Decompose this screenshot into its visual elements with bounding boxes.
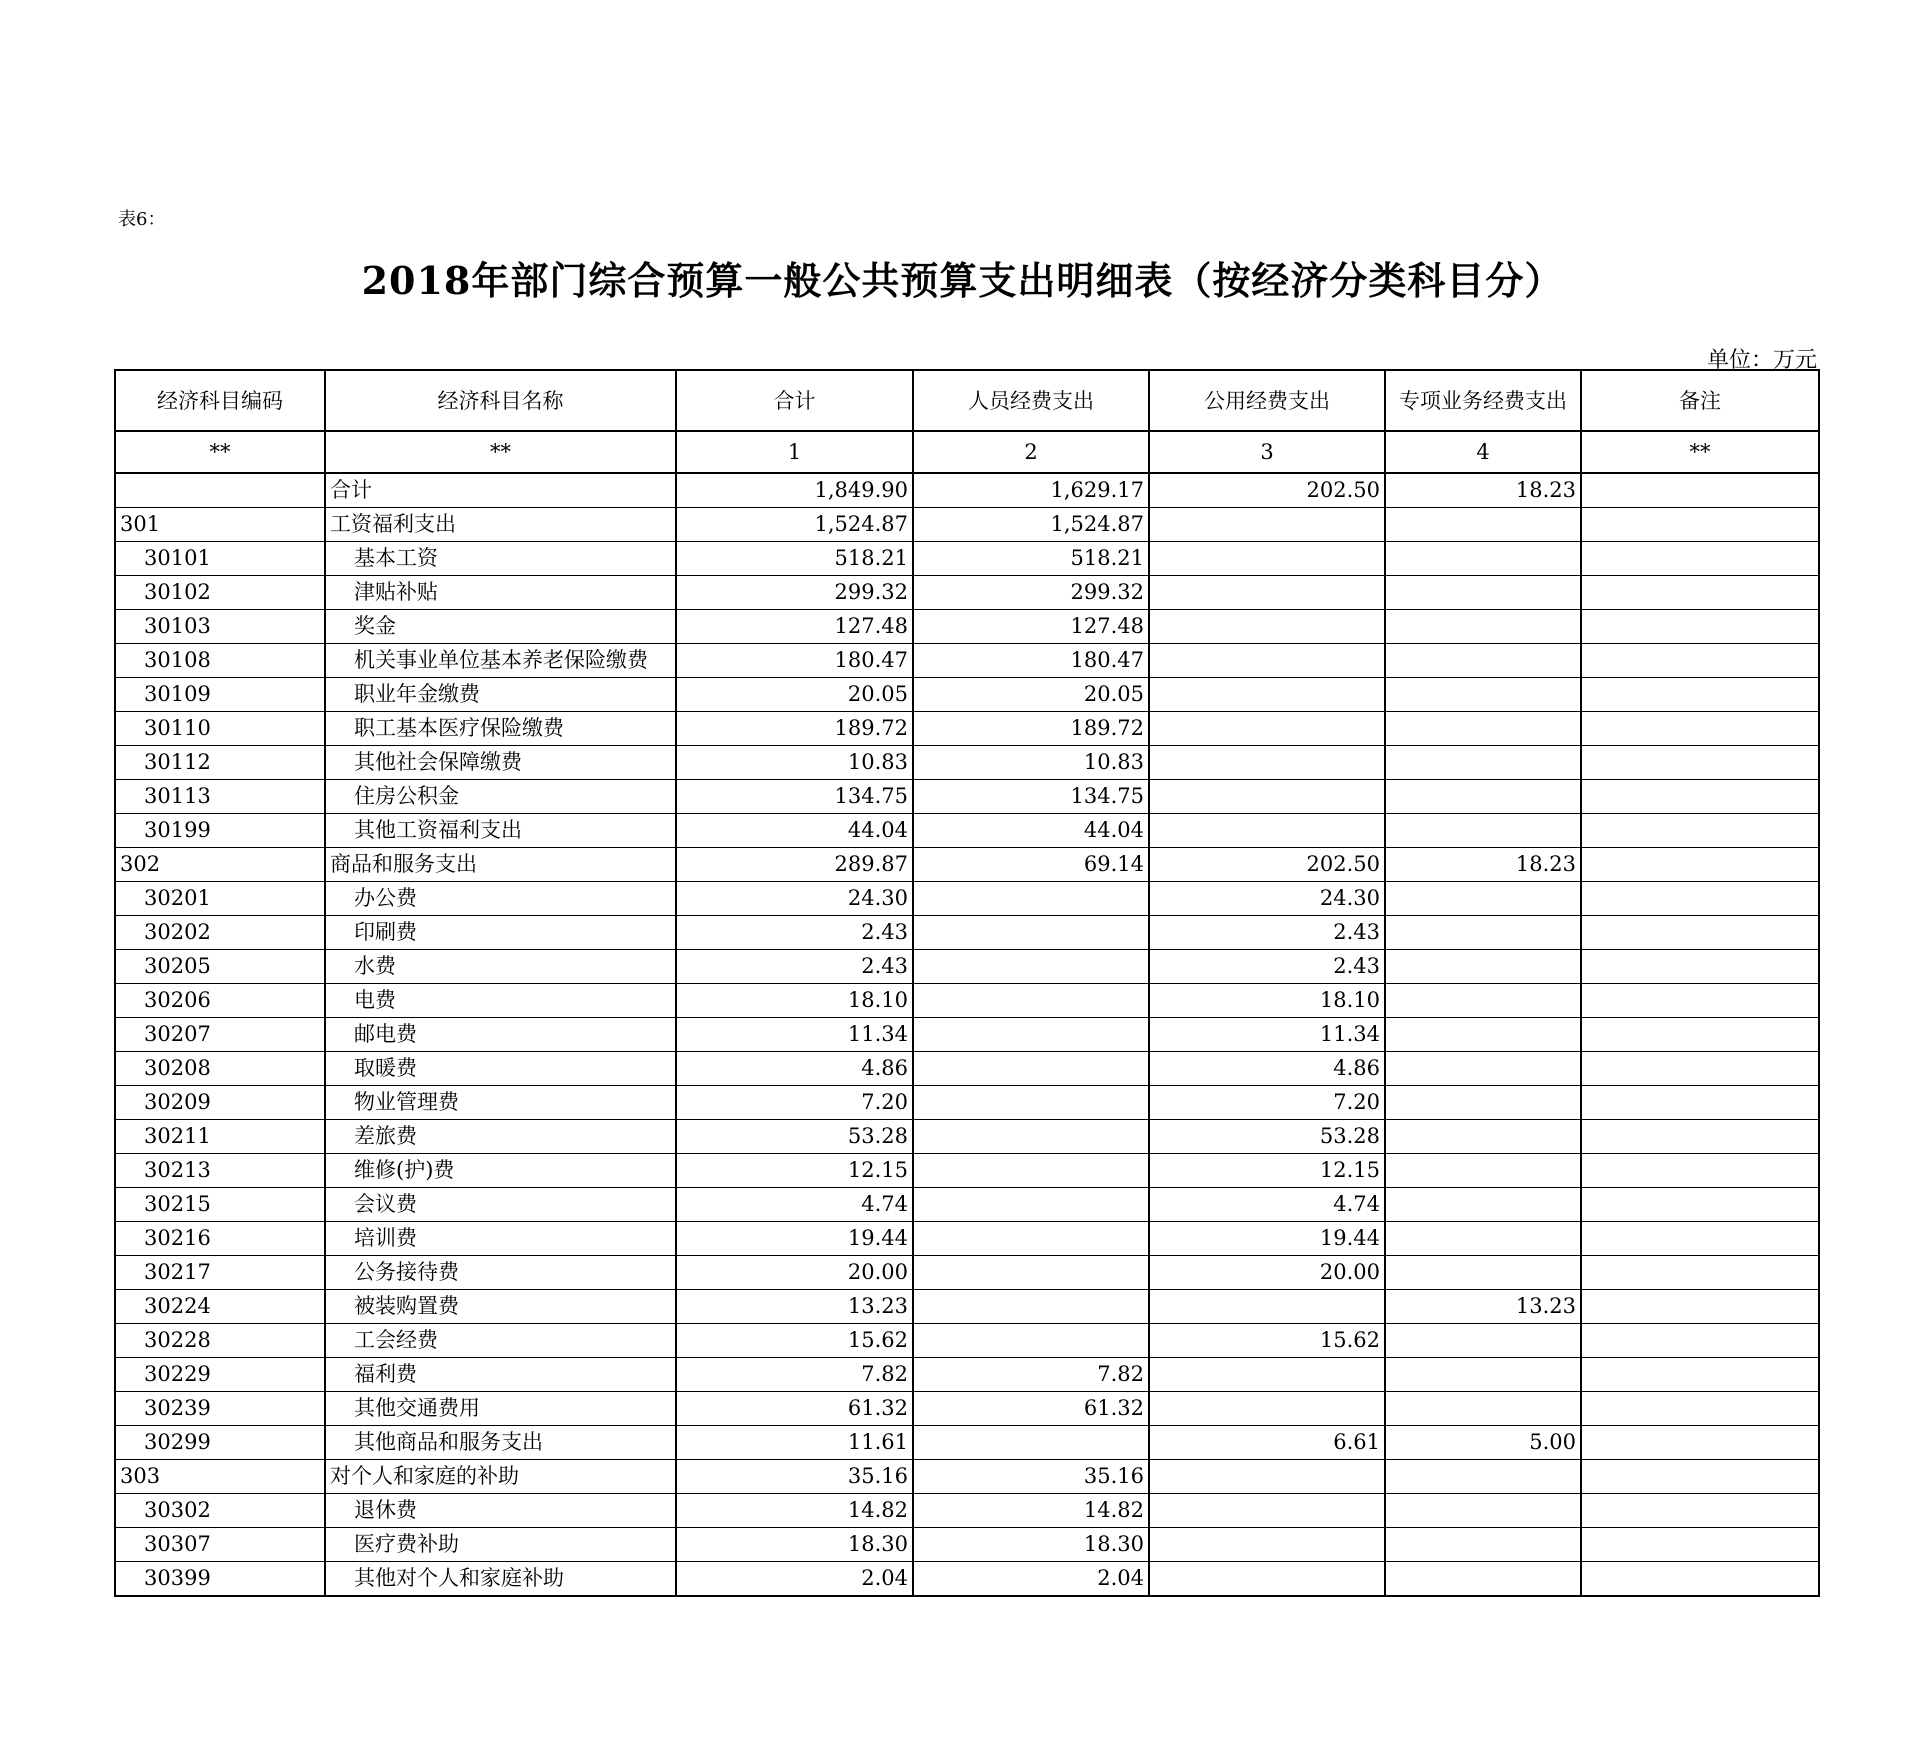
table-row [115,814,1819,848]
personnel-cell: 18.30 [913,1528,1149,1562]
personnel-cell: 20.05 [913,678,1149,712]
index-cell: ** [325,431,676,473]
personnel-cell: 180.47 [913,644,1149,678]
note-cell [1581,1256,1819,1290]
public-cell [1149,678,1385,712]
note-cell [1581,1222,1819,1256]
table-row [115,746,1819,780]
page-title: 2018年部门综合预算一般公共预算支出明细表（按经济分类科目分） [361,258,1564,303]
public-cell: 15.62 [1149,1324,1385,1358]
total-cell: 189.72 [676,712,913,746]
note-cell [1581,473,1819,508]
total-cell: 2.43 [676,950,913,984]
special-cell [1385,814,1581,848]
note-cell [1581,746,1819,780]
table-row [115,1154,1819,1188]
personnel-cell [913,1324,1149,1358]
special-cell [1385,780,1581,814]
note-cell [1581,1358,1819,1392]
public-cell [1149,542,1385,576]
special-cell [1385,1528,1581,1562]
account-name-cell: 住房公积金 [325,780,676,814]
account-code-cell: 30202 [115,916,325,950]
account-code-cell: 30102 [115,576,325,610]
note-cell [1581,610,1819,644]
total-cell: 289.87 [676,848,913,882]
total-cell: 53.28 [676,1120,913,1154]
account-name-cell: 电费 [325,984,676,1018]
public-cell: 24.30 [1149,882,1385,916]
personnel-cell [913,916,1149,950]
total-cell: 44.04 [676,814,913,848]
personnel-cell [913,950,1149,984]
total-cell: 299.32 [676,576,913,610]
personnel-cell: 61.32 [913,1392,1149,1426]
account-code-cell: 30112 [115,746,325,780]
account-code-cell: 30217 [115,1256,325,1290]
special-cell [1385,610,1581,644]
note-cell [1581,508,1819,542]
account-name-cell: 退休费 [325,1494,676,1528]
public-cell [1149,1562,1385,1597]
total-cell: 18.30 [676,1528,913,1562]
table-row [115,1392,1819,1426]
personnel-cell [913,984,1149,1018]
account-code-cell: 30206 [115,984,325,1018]
note-cell [1581,1154,1819,1188]
public-cell [1149,1460,1385,1494]
table-row [115,610,1819,644]
account-code-cell: 30205 [115,950,325,984]
public-cell [1149,814,1385,848]
account-code-cell: 30307 [115,1528,325,1562]
account-code-cell: 30101 [115,542,325,576]
total-cell: 24.30 [676,882,913,916]
table-row [115,848,1819,882]
total-cell: 1,524.87 [676,508,913,542]
table-row [115,1494,1819,1528]
note-cell [1581,1120,1819,1154]
index-row [115,431,1819,473]
total-cell: 2.43 [676,916,913,950]
personnel-cell: 299.32 [913,576,1149,610]
unit-label: 单位：万元 [1706,348,1817,373]
special-cell [1385,1018,1581,1052]
note-cell [1581,712,1819,746]
public-cell [1149,1392,1385,1426]
special-cell [1385,576,1581,610]
table-row [115,473,1819,508]
special-cell [1385,950,1581,984]
account-code-cell: 30109 [115,678,325,712]
account-code-cell: 303 [115,1460,325,1494]
account-name-cell: 物业管理费 [325,1086,676,1120]
total-cell: 10.83 [676,746,913,780]
header-row [115,370,1819,431]
total-cell: 61.32 [676,1392,913,1426]
personnel-cell [913,1086,1149,1120]
account-code-cell: 30224 [115,1290,325,1324]
account-name-cell: 被装购置费 [325,1290,676,1324]
account-name-cell: 邮电费 [325,1018,676,1052]
public-cell: 18.10 [1149,984,1385,1018]
table-row [115,916,1819,950]
personnel-cell: 2.04 [913,1562,1149,1597]
table-row [115,1460,1819,1494]
public-cell: 6.61 [1149,1426,1385,1460]
note-cell [1581,644,1819,678]
total-cell: 127.48 [676,610,913,644]
note-cell [1581,950,1819,984]
public-cell: 7.20 [1149,1086,1385,1120]
special-cell [1385,1188,1581,1222]
header-code: 经济科目编码 [115,370,325,431]
table-row [115,1324,1819,1358]
public-cell [1149,644,1385,678]
account-code-cell: 30228 [115,1324,325,1358]
note-cell [1581,780,1819,814]
header-name: 经济科目名称 [325,370,676,431]
table-row [115,1052,1819,1086]
public-cell: 2.43 [1149,950,1385,984]
personnel-cell: 134.75 [913,780,1149,814]
account-name-cell: 水费 [325,950,676,984]
header-note: 备注 [1581,370,1819,431]
account-name-cell: 对个人和家庭的补助 [325,1460,676,1494]
total-cell: 12.15 [676,1154,913,1188]
public-cell [1149,780,1385,814]
account-code-cell: 30215 [115,1188,325,1222]
personnel-cell: 69.14 [913,848,1149,882]
table-row [115,950,1819,984]
table-row [115,1188,1819,1222]
personnel-cell: 1,524.87 [913,508,1149,542]
special-cell [1385,1392,1581,1426]
account-code-cell: 30201 [115,882,325,916]
account-code-cell: 302 [115,848,325,882]
account-name-cell: 维修(护)费 [325,1154,676,1188]
account-name-cell: 会议费 [325,1188,676,1222]
index-cell: 2 [913,431,1149,473]
account-name-cell: 职业年金缴费 [325,678,676,712]
note-cell [1581,1392,1819,1426]
special-cell [1385,1086,1581,1120]
note-cell [1581,1494,1819,1528]
account-code-cell: 30110 [115,712,325,746]
table-row [115,1256,1819,1290]
table-row [115,1120,1819,1154]
personnel-cell [913,1018,1149,1052]
account-name-cell: 奖金 [325,610,676,644]
header-personnel: 人员经费支出 [913,370,1149,431]
total-cell: 20.05 [676,678,913,712]
public-cell [1149,1528,1385,1562]
table-row [115,712,1819,746]
note-cell [1581,1324,1819,1358]
special-cell [1385,746,1581,780]
table-row [115,882,1819,916]
account-name-cell: 其他社会保障缴费 [325,746,676,780]
note-cell [1581,882,1819,916]
public-cell [1149,508,1385,542]
public-cell: 19.44 [1149,1222,1385,1256]
public-cell: 2.43 [1149,916,1385,950]
personnel-cell: 1,629.17 [913,473,1149,508]
account-code-cell: 30209 [115,1086,325,1120]
special-cell [1385,644,1581,678]
account-name-cell: 津贴补贴 [325,576,676,610]
note-cell [1581,1528,1819,1562]
table-row [115,576,1819,610]
personnel-cell [913,1426,1149,1460]
account-code-cell: 30213 [115,1154,325,1188]
special-cell [1385,984,1581,1018]
account-code-cell: 301 [115,508,325,542]
note-cell [1581,1086,1819,1120]
public-cell: 4.74 [1149,1188,1385,1222]
public-cell: 12.15 [1149,1154,1385,1188]
table-row [115,984,1819,1018]
account-code-cell: 30399 [115,1562,325,1597]
total-cell: 19.44 [676,1222,913,1256]
table-row [115,1358,1819,1392]
note-cell [1581,576,1819,610]
public-cell: 4.86 [1149,1052,1385,1086]
account-name-cell: 公务接待费 [325,1256,676,1290]
personnel-cell [913,1120,1149,1154]
total-cell: 4.74 [676,1188,913,1222]
account-name-cell: 其他对个人和家庭补助 [325,1562,676,1597]
special-cell [1385,1358,1581,1392]
table-row [115,1222,1819,1256]
personnel-cell: 10.83 [913,746,1149,780]
account-code-cell: 30103 [115,610,325,644]
account-code-cell: 30108 [115,644,325,678]
note-cell [1581,1426,1819,1460]
account-name-cell: 福利费 [325,1358,676,1392]
personnel-cell [913,882,1149,916]
header-total: 合计 [676,370,913,431]
total-cell: 11.61 [676,1426,913,1460]
table-row [115,1528,1819,1562]
special-cell [1385,542,1581,576]
account-code-cell: 30299 [115,1426,325,1460]
total-cell: 18.10 [676,984,913,1018]
account-name-cell: 培训费 [325,1222,676,1256]
account-name-cell: 其他工资福利支出 [325,814,676,848]
special-cell [1385,1120,1581,1154]
total-cell: 518.21 [676,542,913,576]
special-cell [1385,1324,1581,1358]
personnel-cell: 44.04 [913,814,1149,848]
public-cell [1149,1494,1385,1528]
account-code-cell: 30199 [115,814,325,848]
total-cell: 180.47 [676,644,913,678]
table-row [115,1426,1819,1460]
table-row [115,1290,1819,1324]
personnel-cell [913,1052,1149,1086]
total-cell: 2.04 [676,1562,913,1597]
total-cell: 134.75 [676,780,913,814]
special-cell [1385,1562,1581,1597]
table-row [115,542,1819,576]
account-name-cell: 工资福利支出 [325,508,676,542]
note-cell [1581,542,1819,576]
total-cell: 7.20 [676,1086,913,1120]
public-cell [1149,746,1385,780]
account-name-cell: 医疗费补助 [325,1528,676,1562]
special-cell [1385,678,1581,712]
account-code-cell: 30239 [115,1392,325,1426]
total-cell: 15.62 [676,1324,913,1358]
table-row [115,1562,1819,1597]
account-name-cell: 机关事业单位基本养老保险缴费 [325,644,676,678]
special-cell: 18.23 [1385,848,1581,882]
special-cell: 18.23 [1385,473,1581,508]
account-code-cell: 30216 [115,1222,325,1256]
account-name-cell: 差旅费 [325,1120,676,1154]
account-name-cell: 取暖费 [325,1052,676,1086]
personnel-cell: 14.82 [913,1494,1149,1528]
expenditure-detail-table [114,369,1820,1597]
public-cell: 20.00 [1149,1256,1385,1290]
table-row [115,678,1819,712]
total-cell: 14.82 [676,1494,913,1528]
special-cell [1385,1154,1581,1188]
account-name-cell: 其他商品和服务支出 [325,1426,676,1460]
table-row [115,508,1819,542]
personnel-cell: 518.21 [913,542,1149,576]
note-cell [1581,916,1819,950]
account-name-cell: 印刷费 [325,916,676,950]
account-name-cell: 职工基本医疗保险缴费 [325,712,676,746]
table-row [115,644,1819,678]
special-cell [1385,1494,1581,1528]
note-cell [1581,848,1819,882]
special-cell [1385,882,1581,916]
public-cell: 202.50 [1149,473,1385,508]
personnel-cell [913,1256,1149,1290]
account-name-cell: 办公费 [325,882,676,916]
account-code-cell: 30207 [115,1018,325,1052]
personnel-cell [913,1154,1149,1188]
header-public: 公用经费支出 [1149,370,1385,431]
special-cell [1385,916,1581,950]
index-cell: ** [115,431,325,473]
special-cell [1385,712,1581,746]
account-name-cell: 合计 [325,473,676,508]
note-cell [1581,1018,1819,1052]
account-code-cell: 30211 [115,1120,325,1154]
personnel-cell: 35.16 [913,1460,1149,1494]
index-cell: ** [1581,431,1819,473]
index-cell: 1 [676,431,913,473]
note-cell [1581,1290,1819,1324]
personnel-cell [913,1222,1149,1256]
special-cell: 13.23 [1385,1290,1581,1324]
public-cell [1149,1290,1385,1324]
account-name-cell: 基本工资 [325,542,676,576]
table-row [115,1018,1819,1052]
special-cell: 5.00 [1385,1426,1581,1460]
account-code-cell: 30229 [115,1358,325,1392]
personnel-cell: 189.72 [913,712,1149,746]
total-cell: 1,849.90 [676,473,913,508]
account-name-cell: 工会经费 [325,1324,676,1358]
special-cell [1385,1256,1581,1290]
total-cell: 4.86 [676,1052,913,1086]
note-cell [1581,678,1819,712]
account-name-cell: 其他交通费用 [325,1392,676,1426]
special-cell [1385,508,1581,542]
note-cell [1581,1460,1819,1494]
public-cell [1149,1358,1385,1392]
account-name-cell: 商品和服务支出 [325,848,676,882]
note-cell [1581,984,1819,1018]
special-cell [1385,1222,1581,1256]
table-number-label: 表6： [118,209,166,230]
total-cell: 13.23 [676,1290,913,1324]
index-cell: 4 [1385,431,1581,473]
account-code-cell: 30113 [115,780,325,814]
note-cell [1581,1562,1819,1597]
total-cell: 35.16 [676,1460,913,1494]
public-cell [1149,712,1385,746]
table-row [115,780,1819,814]
total-cell: 20.00 [676,1256,913,1290]
special-cell [1385,1460,1581,1494]
account-code-cell: 30302 [115,1494,325,1528]
personnel-cell: 7.82 [913,1358,1149,1392]
total-cell: 7.82 [676,1358,913,1392]
total-cell: 11.34 [676,1018,913,1052]
public-cell: 11.34 [1149,1018,1385,1052]
note-cell [1581,1188,1819,1222]
note-cell [1581,814,1819,848]
special-cell [1385,1052,1581,1086]
index-cell: 3 [1149,431,1385,473]
personnel-cell [913,1188,1149,1222]
personnel-cell [913,1290,1149,1324]
account-code-cell: 30208 [115,1052,325,1086]
public-cell [1149,576,1385,610]
note-cell [1581,1052,1819,1086]
public-cell: 202.50 [1149,848,1385,882]
account-code-cell [115,473,325,508]
personnel-cell: 127.48 [913,610,1149,644]
public-cell: 53.28 [1149,1120,1385,1154]
header-special: 专项业务经费支出 [1385,370,1581,431]
public-cell [1149,610,1385,644]
table-row [115,1086,1819,1120]
